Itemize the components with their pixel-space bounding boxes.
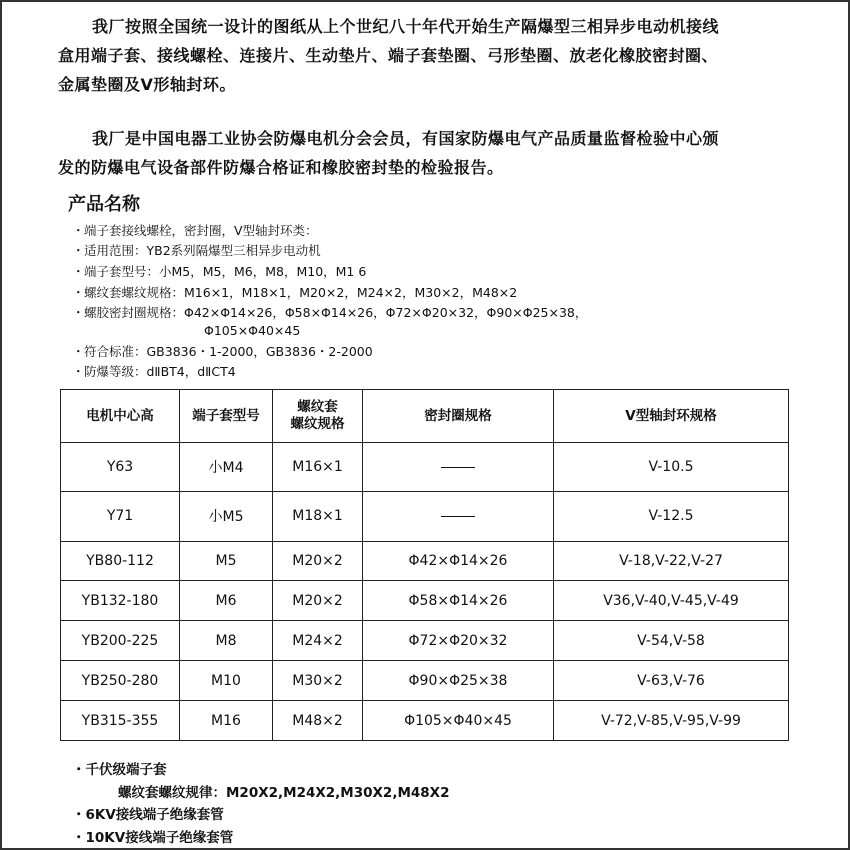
cell-terminal: M6 xyxy=(180,581,273,621)
intro-line: 盒用端子套、接线螺栓、连接片、生动垫片、端子套垫圈、弓形垫圈、放老化橡胶密封圈、 xyxy=(58,46,719,65)
bullet: ・ xyxy=(72,264,85,279)
table-row xyxy=(61,443,789,492)
cell-seal: Φ42×Φ14×26 xyxy=(363,541,554,581)
empty-dash xyxy=(441,467,475,468)
intro-line: 我厂是中国电器工业协会防爆电机分会会员，有国家防爆电气产品质量监督检验中心颁 xyxy=(92,129,720,148)
cell-terminal: M10 xyxy=(180,661,273,701)
spec-item: ・防爆等级：dⅡBT4，dⅡCT4 xyxy=(72,362,812,382)
table-row xyxy=(61,541,789,581)
cell-vring: V-54,V-58 xyxy=(554,621,789,661)
bullet: ・ xyxy=(72,830,86,846)
cell-vring: V-63,V-76 xyxy=(554,661,789,701)
cell-thread: M16×1 xyxy=(273,443,363,492)
extra-6kv-sleeve: ・6KV接线端子绝缘套管 xyxy=(72,807,224,823)
cell-seal xyxy=(363,492,554,541)
intro-line: 金属垫圈及V形轴封环。 xyxy=(58,75,236,94)
cell-seal: Φ58×Φ14×26 xyxy=(363,581,554,621)
spec-item: ・螺纹套螺纹规格：M16×1，M18×1，M20×2，M24×2，M30×2，M48×2 xyxy=(72,283,812,303)
cell-seal: Φ72×Φ20×32 xyxy=(363,621,554,661)
header-thread: 螺纹套 螺纹规格 xyxy=(273,390,363,443)
intro-line: 发的防爆电气设备部件防爆合格证和橡胶密封垫的检验报告。 xyxy=(58,158,504,177)
bullet: ・ xyxy=(72,344,85,359)
bullet: ・ xyxy=(72,364,85,379)
cell-motor: YB132-180 xyxy=(61,581,180,621)
intro-paragraph-2 xyxy=(58,124,818,182)
cell-vring: V36,V-40,V-45,V-49 xyxy=(554,581,789,621)
spec-item: ・螺胶密封圈规格：Φ42×Φ14×26，Φ58×Φ14×26，Φ72×Φ20×32，Φ90×Φ25×38， xyxy=(72,303,812,323)
bullet: ・ xyxy=(72,243,85,258)
bullet: ・ xyxy=(72,807,86,823)
table-row xyxy=(61,701,789,741)
bullet: ・ xyxy=(72,762,86,778)
table-row xyxy=(61,621,789,661)
cell-thread: M18×1 xyxy=(273,492,363,541)
spec-item: ・适用范围：YB2系列隔爆型三相异步电动机 xyxy=(72,241,812,261)
extra-10kv-sleeve: ・10KV接线端子绝缘套管 xyxy=(72,830,234,846)
cell-thread: M20×2 xyxy=(273,581,363,621)
cell-seal: Φ90×Φ25×38 xyxy=(363,661,554,701)
cell-motor: YB315-355 xyxy=(61,701,180,741)
extra-kv-thread: 螺纹套螺纹规律：M20X2,M24X2,M30X2,M48X2 xyxy=(118,785,450,801)
cell-terminal: 小M4 xyxy=(180,443,273,492)
cell-vring: V-12.5 xyxy=(554,492,789,541)
header-vring: V型轴封环规格 xyxy=(554,390,789,443)
cell-terminal: M5 xyxy=(180,541,273,581)
cell-terminal: 小M5 xyxy=(180,492,273,541)
header-terminal: 端子套型号 xyxy=(180,390,273,443)
intro-line: 我厂按照全国统一设计的图纸从上个世纪八十年代开始生产隔爆型三相异步电动机接线 xyxy=(92,17,720,36)
header-motor: 电机中心高 xyxy=(61,390,180,443)
cell-vring: V-72,V-85,V-95,V-99 xyxy=(554,701,789,741)
table-header-row xyxy=(61,390,789,443)
empty-dash xyxy=(441,516,475,517)
cell-seal: Φ105×Φ40×45 xyxy=(363,701,554,741)
bullet: ・ xyxy=(72,223,85,238)
table-row xyxy=(61,581,789,621)
table-row xyxy=(61,492,789,541)
bullet: ・ xyxy=(72,305,85,320)
cell-vring: V-10.5 xyxy=(554,443,789,492)
cell-motor: YB80-112 xyxy=(61,541,180,581)
cell-terminal: M16 xyxy=(180,701,273,741)
cell-motor: YB250-280 xyxy=(61,661,180,701)
table-row xyxy=(61,661,789,701)
cell-terminal: M8 xyxy=(180,621,273,661)
section-title: 产品名称 xyxy=(68,194,140,215)
spec-item: ・符合标准：GB3836・1-2000，GB3836・2-2000 xyxy=(72,342,812,362)
cell-motor: Y63 xyxy=(61,443,180,492)
bullet: ・ xyxy=(72,285,85,300)
spec-item-continuation: Φ105×Φ40×45 xyxy=(204,323,301,338)
cell-motor: YB200-225 xyxy=(61,621,180,661)
cell-thread: M30×2 xyxy=(273,661,363,701)
spec-item: ・端子套接线螺栓，密封圈，V型轴封环类： xyxy=(72,221,812,241)
cell-thread: M24×2 xyxy=(273,621,363,661)
cell-thread: M48×2 xyxy=(273,701,363,741)
extra-kv-terminal: ・千伏级端子套 xyxy=(72,762,167,778)
spec-table xyxy=(60,389,789,741)
cell-vring: V-18,V-22,V-27 xyxy=(554,541,789,581)
intro-paragraph-1 xyxy=(58,12,818,99)
cell-seal xyxy=(363,443,554,492)
spec-item: ・端子套型号：小M5，M5，M6，M8，M10，M1 6 xyxy=(72,262,812,282)
cell-motor: Y71 xyxy=(61,492,180,541)
cell-thread: M20×2 xyxy=(273,541,363,581)
header-seal: 密封圈规格 xyxy=(363,390,554,443)
